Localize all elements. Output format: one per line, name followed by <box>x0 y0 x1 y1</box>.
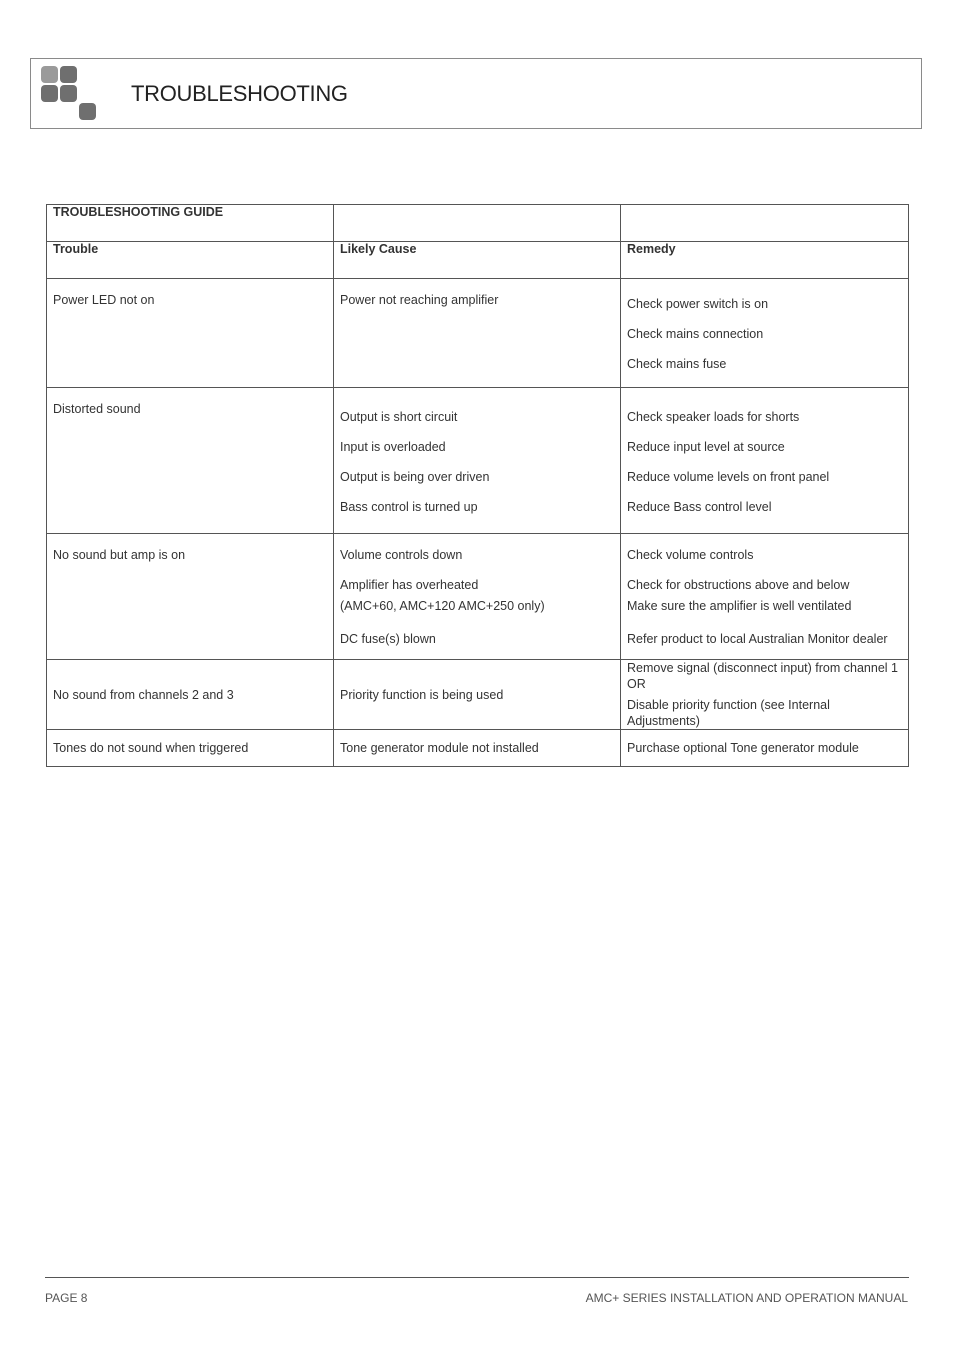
remedy-text: Check mains connection <box>627 327 764 341</box>
table-row <box>47 730 909 767</box>
remedy-text: Reduce volume levels on front panel <box>627 470 830 484</box>
trouble-text: Tones do not sound when triggered <box>53 741 249 755</box>
cause-text: Amplifier has overheated <box>340 578 479 592</box>
cause-text: Power not reaching amplifier <box>340 293 499 307</box>
trouble-text: Distorted sound <box>53 402 141 416</box>
remedy-text: Check mains fuse <box>627 357 727 371</box>
remedy-text: Remove signal (disconnect input) from channel 1 OR <box>627 661 898 691</box>
cause-text: Priority function is being used <box>340 687 504 702</box>
remedy-text: Reduce Bass control level <box>627 500 772 514</box>
remedy-text: Disable priority function (see Internal Adjustments) <box>627 698 830 728</box>
cause-text: Input is overloaded <box>340 440 446 454</box>
cause-text: Output is short circuit <box>340 410 458 424</box>
remedy-text: Make sure the amplifier is well ventilated <box>627 599 852 613</box>
cause-text: DC fuse(s) blown <box>340 632 436 646</box>
remedy-text: Refer product to local Australian Monitor dealer <box>627 632 888 646</box>
trouble-text: No sound but amp is on <box>53 548 186 562</box>
page-title: TROUBLESHOOTING <box>131 81 348 106</box>
remedy-text: Check volume controls <box>627 548 754 562</box>
page-number: PAGE 8 <box>45 1291 88 1305</box>
footer-divider <box>45 1277 909 1278</box>
table-header-row <box>47 242 909 279</box>
column-header-remedy: Remedy <box>621 242 909 279</box>
cause-text: Output is being over driven <box>340 470 490 484</box>
table-title: TROUBLESHOOTING GUIDE <box>47 205 334 242</box>
trouble-text: Power LED not on <box>53 293 155 307</box>
table-row <box>47 279 909 388</box>
table-row <box>47 660 909 730</box>
remedy-text: Purchase optional Tone generator module <box>627 741 859 755</box>
cause-text: Tone generator module not installed <box>340 741 539 755</box>
column-header-trouble: Trouble <box>47 242 334 279</box>
remedy-text: Check speaker loads for shorts <box>627 410 800 424</box>
table-row <box>47 388 909 534</box>
manual-title: AMC+ SERIES INSTALLATION AND OPERATION MANUAL <box>585 1291 908 1305</box>
remedy-text: Reduce input level at source <box>627 440 785 454</box>
cause-text: (AMC+60, AMC+120 AMC+250 only) <box>340 599 545 613</box>
trouble-text: No sound from channels 2 and 3 <box>53 687 234 702</box>
troubleshooting-table <box>46 204 909 767</box>
column-header-cause: Likely Cause <box>334 242 621 279</box>
remedy-text: Check power switch is on <box>627 297 769 311</box>
logo-squares-icon <box>41 65 101 125</box>
cause-text: Volume controls down <box>340 548 463 562</box>
remedy-text: Check for obstructions above and below <box>627 578 850 592</box>
table-row <box>47 534 909 660</box>
cause-text: Bass control is turned up <box>340 500 478 514</box>
table-title-row <box>47 205 909 242</box>
